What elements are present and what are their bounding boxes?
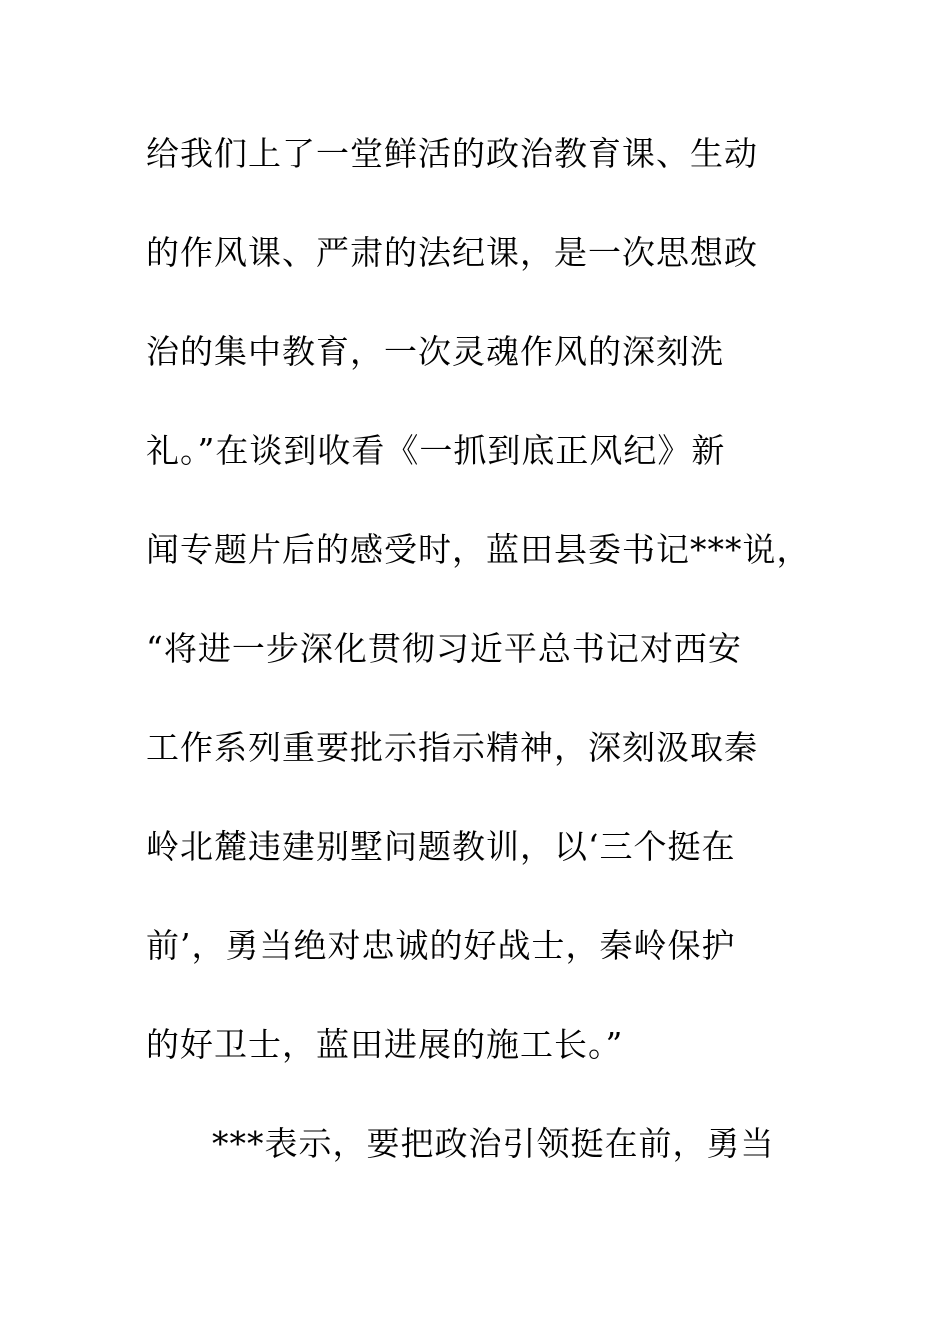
text-line: 前’，勇当绝对忠诚的好战士，秦岭保护 [146, 926, 736, 965]
text-line: 礼。”在谈到收看《一抓到底正风纪》新 [146, 431, 726, 470]
text-line: “将进一步深化贯彻习近平总书记对西安 [146, 629, 742, 668]
text-line: 给我们上了一堂鲜活的政治教育课、生动 [146, 134, 758, 173]
text-line: 的好卫士，蓝田进展的施工长。” [146, 1025, 624, 1064]
text-line: 治的集中教育，一次灵魂作风的深刻洗 [146, 332, 724, 371]
text-line: 的作风课、严肃的法纪课，是一次思想政 [146, 233, 758, 272]
body-text [146, 124, 846, 1213]
text-line: 工作系列重要批示指示精神，深刻汲取秦 [146, 728, 758, 767]
text-line: 闻专题片后的感受时，蓝田县委书记***说， [146, 530, 811, 569]
text-line: 岭北麓违建别墅问题教训，以‘三个挺在 [146, 827, 736, 866]
paragraph-start-line: ***表示，要把政治引领挺在前，勇当 [212, 1124, 775, 1163]
